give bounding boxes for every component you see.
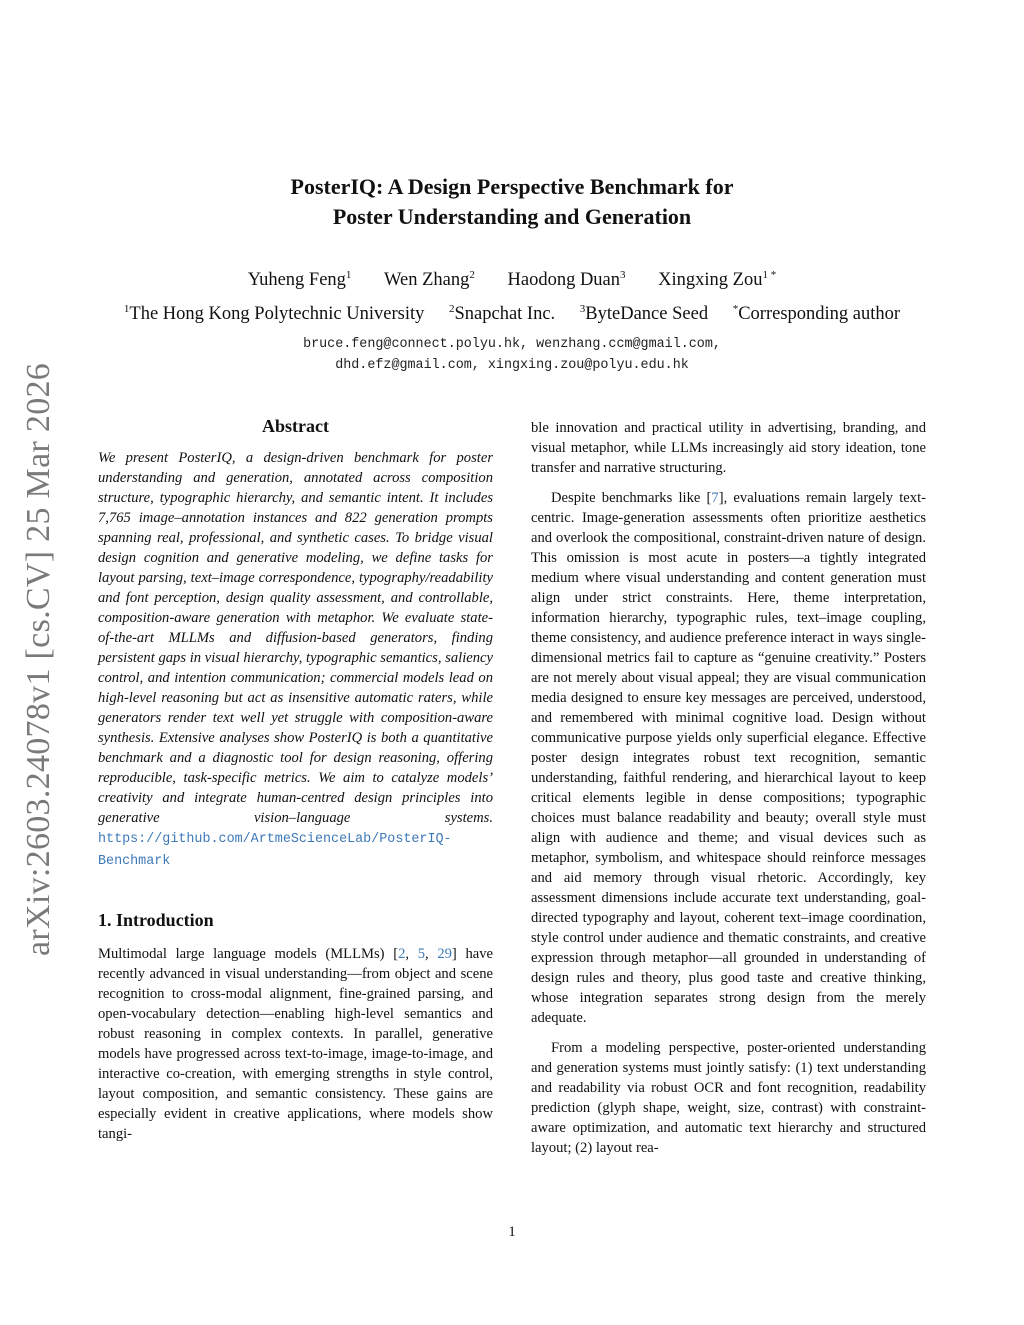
author: Xingxing Zou$^{1 *}$: [658, 269, 777, 290]
citation-link[interactable]: 2: [398, 946, 406, 962]
abstract-heading: Abstract: [262, 416, 329, 436]
citation-link[interactable]: 7: [711, 490, 719, 506]
author-list: [0, 270, 1024, 291]
affiliation-list: [0, 304, 1024, 325]
left-column: [98, 412, 493, 1154]
body-paragraph: Despite benchmarks like [7], evaluations remain largely text-centric. Image-generation assessments often prioritize aesthetics and overlook the compositional, constraint-driven nature of design. This omission is most acute in posters—a tightly integrated medium where visual understanding and content generation must align under strict constraints. Here, theme interpretation, information hierarchy, typographic rules, text–image coupling, theme consistency, and audience preference interact in ways single-dimensional metrics fail to capture as “genuine creativity.” Posters are not merely about visual appeal; they are visual communication media designed to ensure key messages are perceived, understood, and remembered with minimal cognitive load. Design without communicative purpose yields only superficial elegance. Effective poster design integrates robust text recognition, semantic understanding, faithful rendering, and hierarchical layout to keep critical elements legible in dense compositions; typographic choices must balance readability and beauty; overall style must align with audience and theme; and visual devices such as metaphor, symbolism, and whitespace should reinforce messages and aid memory through visual rhetoric. Accordingly, key assessment dimensions include accurate text understanding, goal-directed typography and layout, coherent text–image coordination, style control under audience and thematic constraints, and creative expression through metaphor—all grounded in understanding of design rules and theory, plus good taste and creative thinking, whose integration separates strong design from the merely adequate.: [531, 490, 926, 1026]
email-line-1: bruce.feng@connect.polyu.hk, wenzhang.ccm@gmail.com,: [303, 337, 721, 352]
body-paragraph: ble innovation and practical utility in advertising, branding, and visual metaphor, while LLMs increasingly aid story ideation, tone transfer and narrative structuring.: [531, 420, 926, 476]
affiliation: $^2$Snapchat Inc.: [448, 303, 556, 324]
abstract-body: We present PosterIQ, a design-driven benchmark for poster understanding and generation, annotated across composition structure, typographic hierarchy, and semantic intent. It includes 7,765 image–annotation instances and 822 generation prompts spanning real, professional, and synthetic cases. To bridge visual design cognition and generative modeling, we define tasks for layout parsing, text–image correspondence, typography/readability and font perception, design quality assessment, and controllable, composition-aware generation with metaphor. We evaluate state-of-the-art MLLMs and diffusion-based generators, finding persistent gaps in visual hierarchy, typographic semantics, saliency control, and intention communication; commercial models lead on high-level reasoning but act as insensitive automatic raters, while generators render text well yet struggle with composition-aware synthesis. Extensive analyses show PosterIQ is both a quantitative benchmark and a diagnostic tool for design reasoning, offering reproducible, task-specific metrics. We aim to catalyze models’ creativity and integrate human-centred design principles into generative vision–language systems. https://github.com/ArtmeScienceLab/PosterIQ-Benchmark: [98, 450, 493, 869]
github-link[interactable]: https://github.com/ArtmeScienceLab/PosterIQ-Benchmark: [98, 832, 452, 869]
introduction-paragraph: Multimodal large language models (MLLMs) [2, 5, 29] have recently advanced in visual understanding—from object and scene recognition to cross-modal alignment, fine-grained parsing, and open-vocabulary detection—enabling high-level semantics and robust reasoning in complex contexts. In parallel, generative models have progressed across text-to-image, image-to-image, and interactive co-creation, with emerging strengths in style control, layout composition, and semantic consistency. These gains are especially evident in creative applications, where models show tangi-: [98, 946, 494, 1142]
paper-title: [0, 172, 1024, 232]
author-emails: [0, 334, 1024, 376]
email-line-2: dhd.efz@gmail.com, xingxing.zou@polyu.edu.hk: [335, 358, 689, 373]
right-column: [531, 418, 926, 1168]
introduction-heading: 1. Introduction: [98, 910, 214, 930]
citation-link[interactable]: 5: [417, 946, 425, 962]
affiliation: $^3$ByteDance Seed: [579, 303, 709, 324]
affiliation: *Corresponding author: [732, 303, 901, 324]
author: Yuheng Feng$^1$: [247, 269, 352, 290]
title-line-1: PosterIQ: A Design Perspective Benchmark for: [290, 174, 734, 199]
page-number: 1: [508, 1224, 516, 1240]
title-line-2: Poster Understanding and Generation: [332, 204, 692, 229]
author: Wen Zhang$^2$: [384, 269, 475, 290]
affiliation: $^1$The Hong Kong Polytechnic University: [123, 303, 425, 324]
author: Haodong Duan$^3$: [507, 269, 626, 290]
citation-link[interactable]: 29: [437, 946, 452, 962]
arxiv-identifier-stamp: arXiv:2603.24078v1 [cs.CV] 25 Mar 2026: [20, 362, 57, 956]
body-paragraph: From a modeling perspective, poster-oriented understanding and generation systems must jointly satisfy: (1) text understanding and readability via robust OCR and font recognition, readability prediction (glyph shape, weight, size, contrast) with constraint-aware optimization, and automatic text hierarchy and structured layout; (2) layout rea-: [531, 1040, 926, 1156]
